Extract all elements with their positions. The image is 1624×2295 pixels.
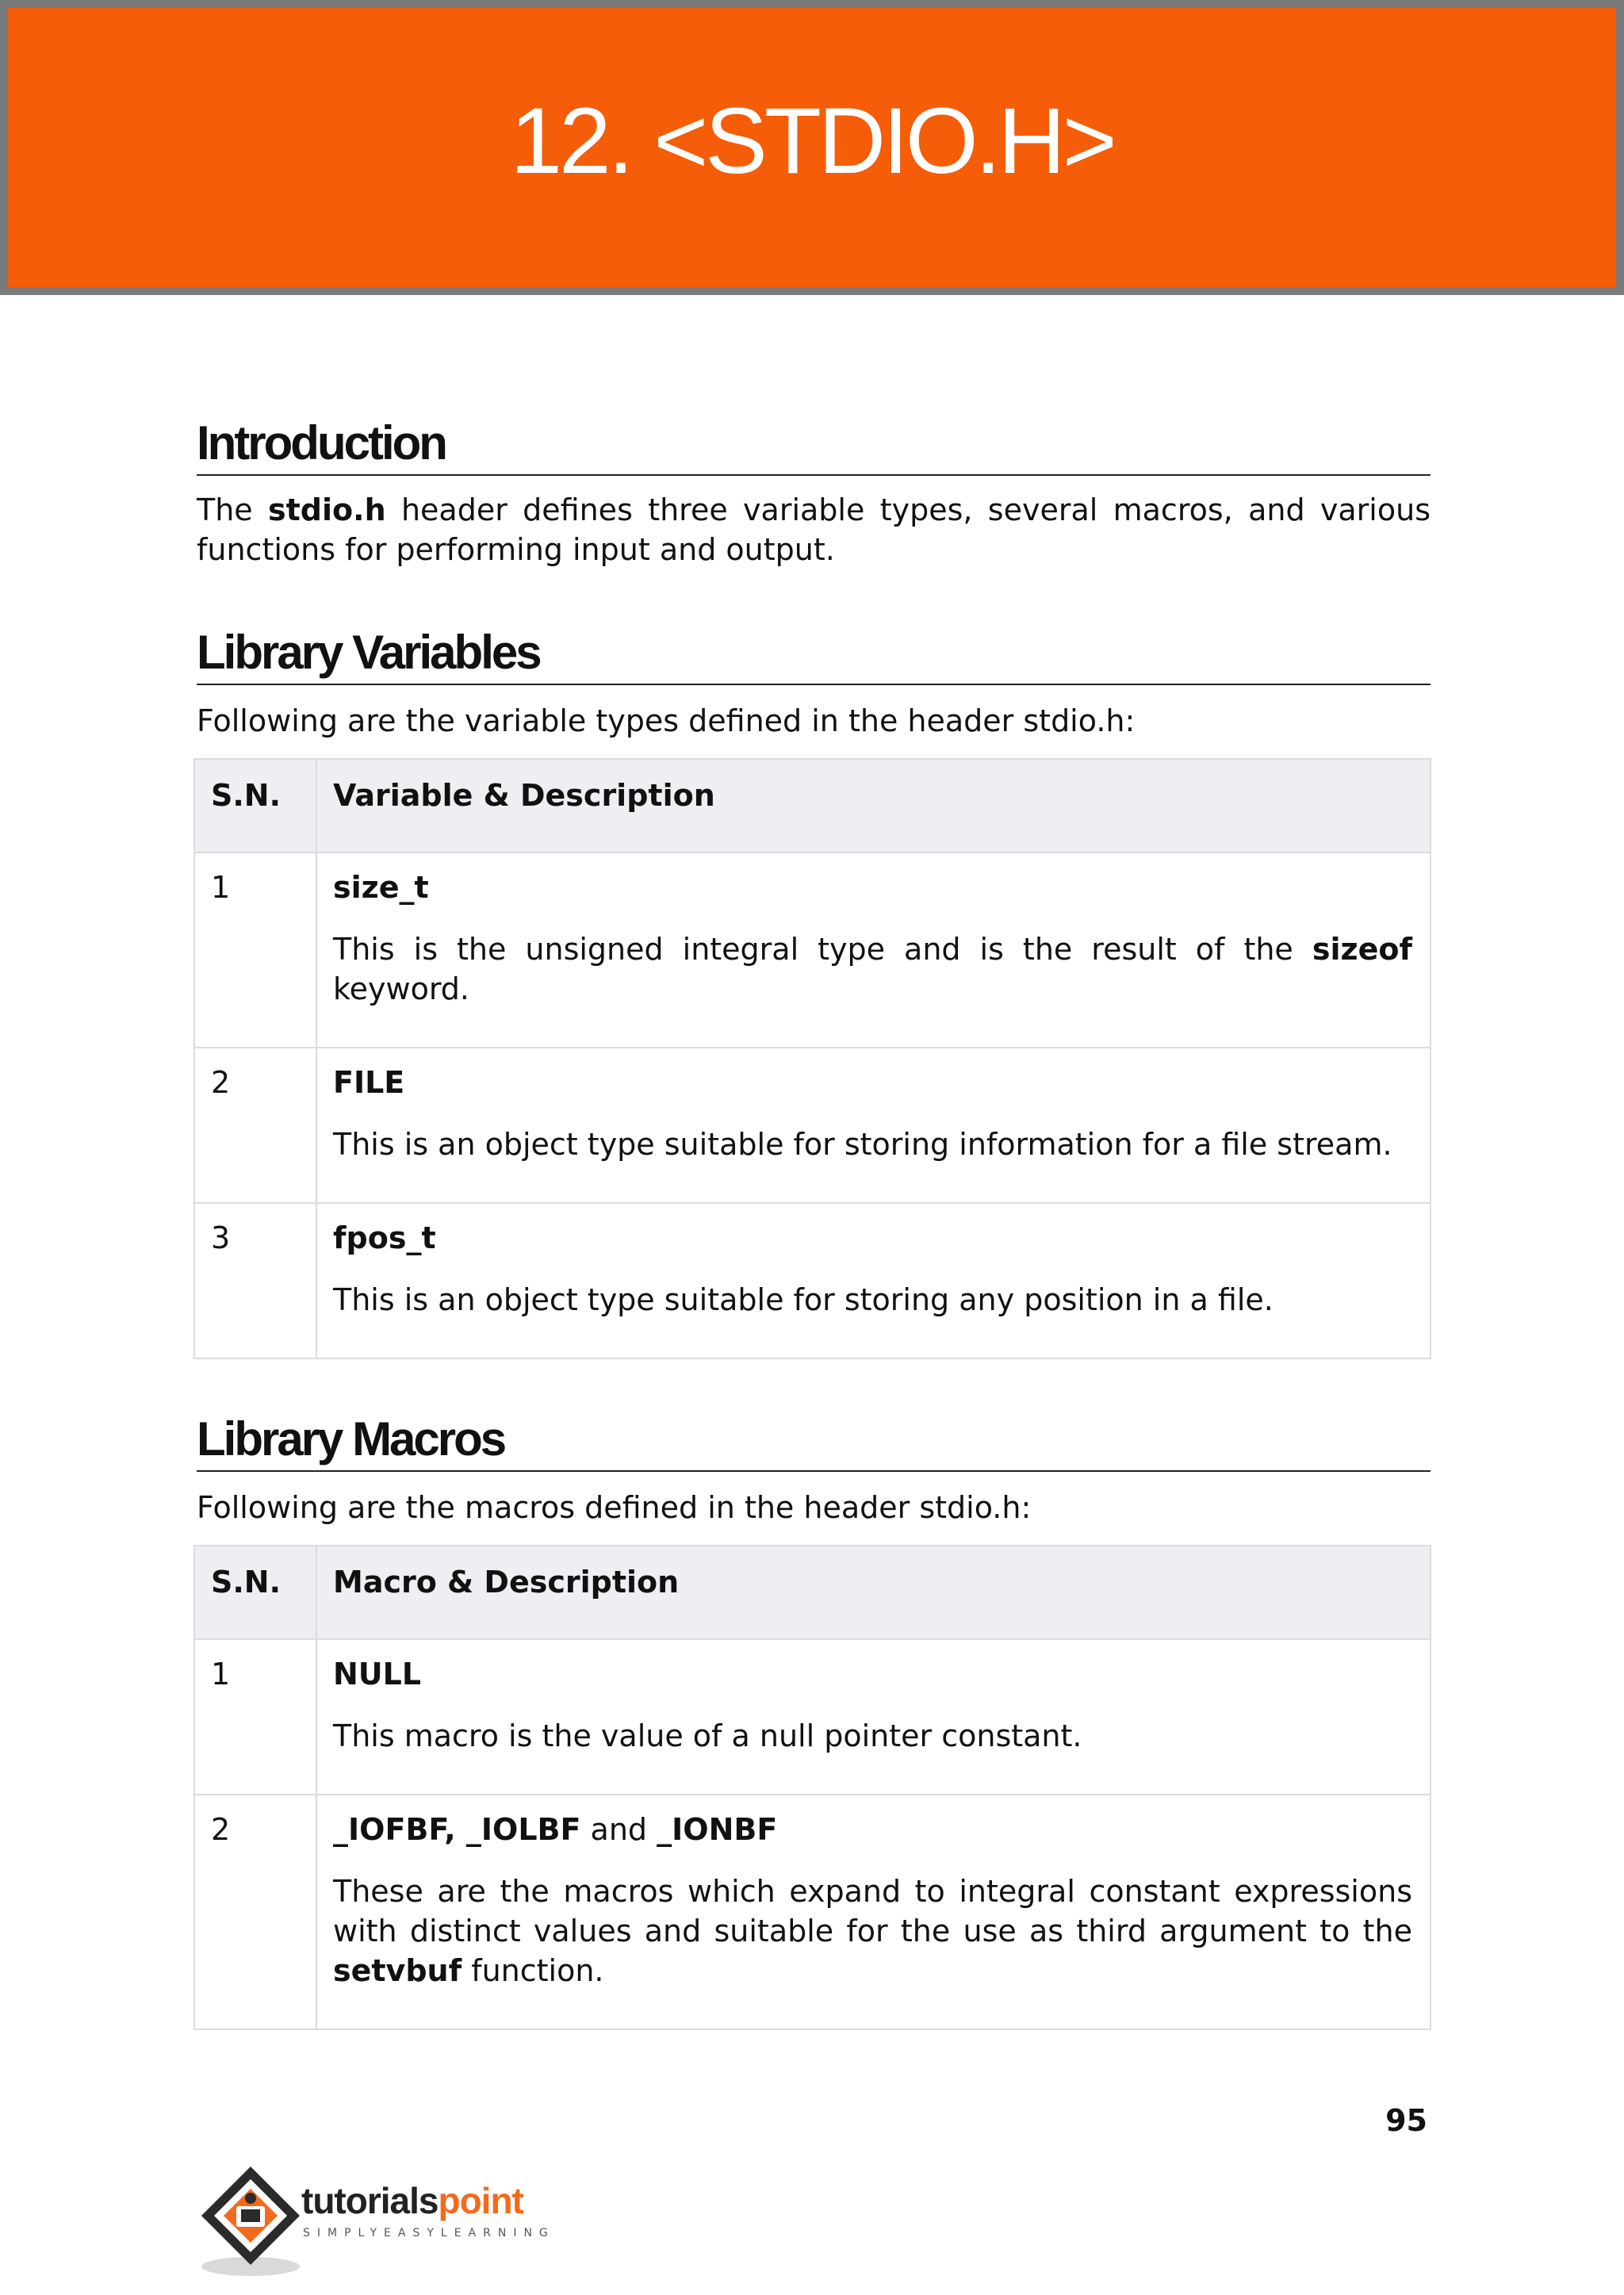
macro-name: _IONBF (657, 1812, 778, 1847)
row-number: 1 (194, 852, 316, 1048)
column-header-description: Variable & Description (316, 759, 1431, 852)
library-macros-heading: Library Macros (197, 1408, 1431, 1472)
table-row (194, 1203, 1431, 1358)
page-content (197, 412, 1431, 2030)
row-content (316, 1048, 1431, 1203)
row-description (333, 929, 1412, 1009)
row-content (316, 852, 1431, 1048)
introduction-heading: Introduction (197, 412, 1431, 476)
logo-word-accent: point (438, 2180, 523, 2221)
row-title: fpos_t (333, 1220, 436, 1255)
title-conjunction: and (580, 1812, 657, 1847)
row-content (316, 1203, 1431, 1358)
desc-text: This is the unsigned integral type and is the result of the (333, 932, 1312, 967)
table-row (194, 852, 1431, 1048)
desc-text: keyword. (333, 971, 470, 1006)
row-content (316, 1639, 1431, 1795)
row-title: FILE (333, 1065, 405, 1100)
desc-bold: sizeof (1312, 932, 1412, 967)
introduction-paragraph (197, 490, 1431, 569)
row-number: 2 (194, 1795, 316, 2029)
library-variables-heading: Library Variables (197, 622, 1431, 685)
intro-bold-stdio: stdio.h (268, 492, 386, 527)
column-header-description: Macro & Description (316, 1546, 1431, 1639)
table-header-row (194, 759, 1431, 852)
macro-name: _IOFBF, _IOLBF (333, 1812, 581, 1847)
table-row (194, 1795, 1431, 2029)
chapter-banner (0, 0, 1624, 295)
row-number: 2 (194, 1048, 316, 1203)
row-description: This macro is the value of a null pointer constant. (333, 1718, 1082, 1753)
tutorialspoint-logo (195, 2162, 568, 2281)
row-title: size_t (333, 870, 429, 905)
row-description: This is an object type suitable for storing information for a file stream. (333, 1127, 1392, 1162)
desc-text: function. (462, 1953, 604, 1988)
row-content (316, 1795, 1431, 2029)
intro-text-after: header defines three variable types, several macros, and various functions for performing input and output. (197, 492, 1431, 567)
row-number: 1 (194, 1639, 316, 1795)
variables-lead: Following are the variable types defined in the header stdio.h: (197, 703, 1136, 738)
column-header-sn: S.N. (194, 1546, 316, 1639)
row-description: This is an object type suitable for storing any position in a file. (333, 1282, 1274, 1317)
row-number: 3 (194, 1203, 316, 1358)
row-title: NULL (333, 1657, 422, 1692)
logo-tagline: SIMPLYEASYLEARNING (303, 2227, 555, 2239)
row-description (333, 1872, 1412, 1990)
chapter-title: 12. <STDIO.H> (510, 89, 1114, 193)
table-row (194, 1048, 1431, 1203)
logo-word-part: tutorials (301, 2180, 439, 2221)
logo-wordmark (301, 2179, 523, 2222)
logo-emblem-icon (195, 2162, 306, 2281)
table-header-row (194, 1546, 1431, 1639)
desc-text: These are the macros which expand to integral constant expressions with distinct values and suitable for the use as third argument to the (333, 1874, 1412, 1948)
table-row (194, 1639, 1431, 1795)
desc-bold: setvbuf (333, 1953, 462, 1988)
page-number: 95 (1385, 2103, 1427, 2138)
macros-table (193, 1545, 1431, 2030)
macros-lead: Following are the macros defined in the header stdio.h: (197, 1490, 1032, 1525)
variables-table (193, 758, 1431, 1359)
row-title (333, 1810, 1412, 1849)
column-header-sn: S.N. (194, 759, 316, 852)
intro-text-before: The (197, 492, 269, 527)
